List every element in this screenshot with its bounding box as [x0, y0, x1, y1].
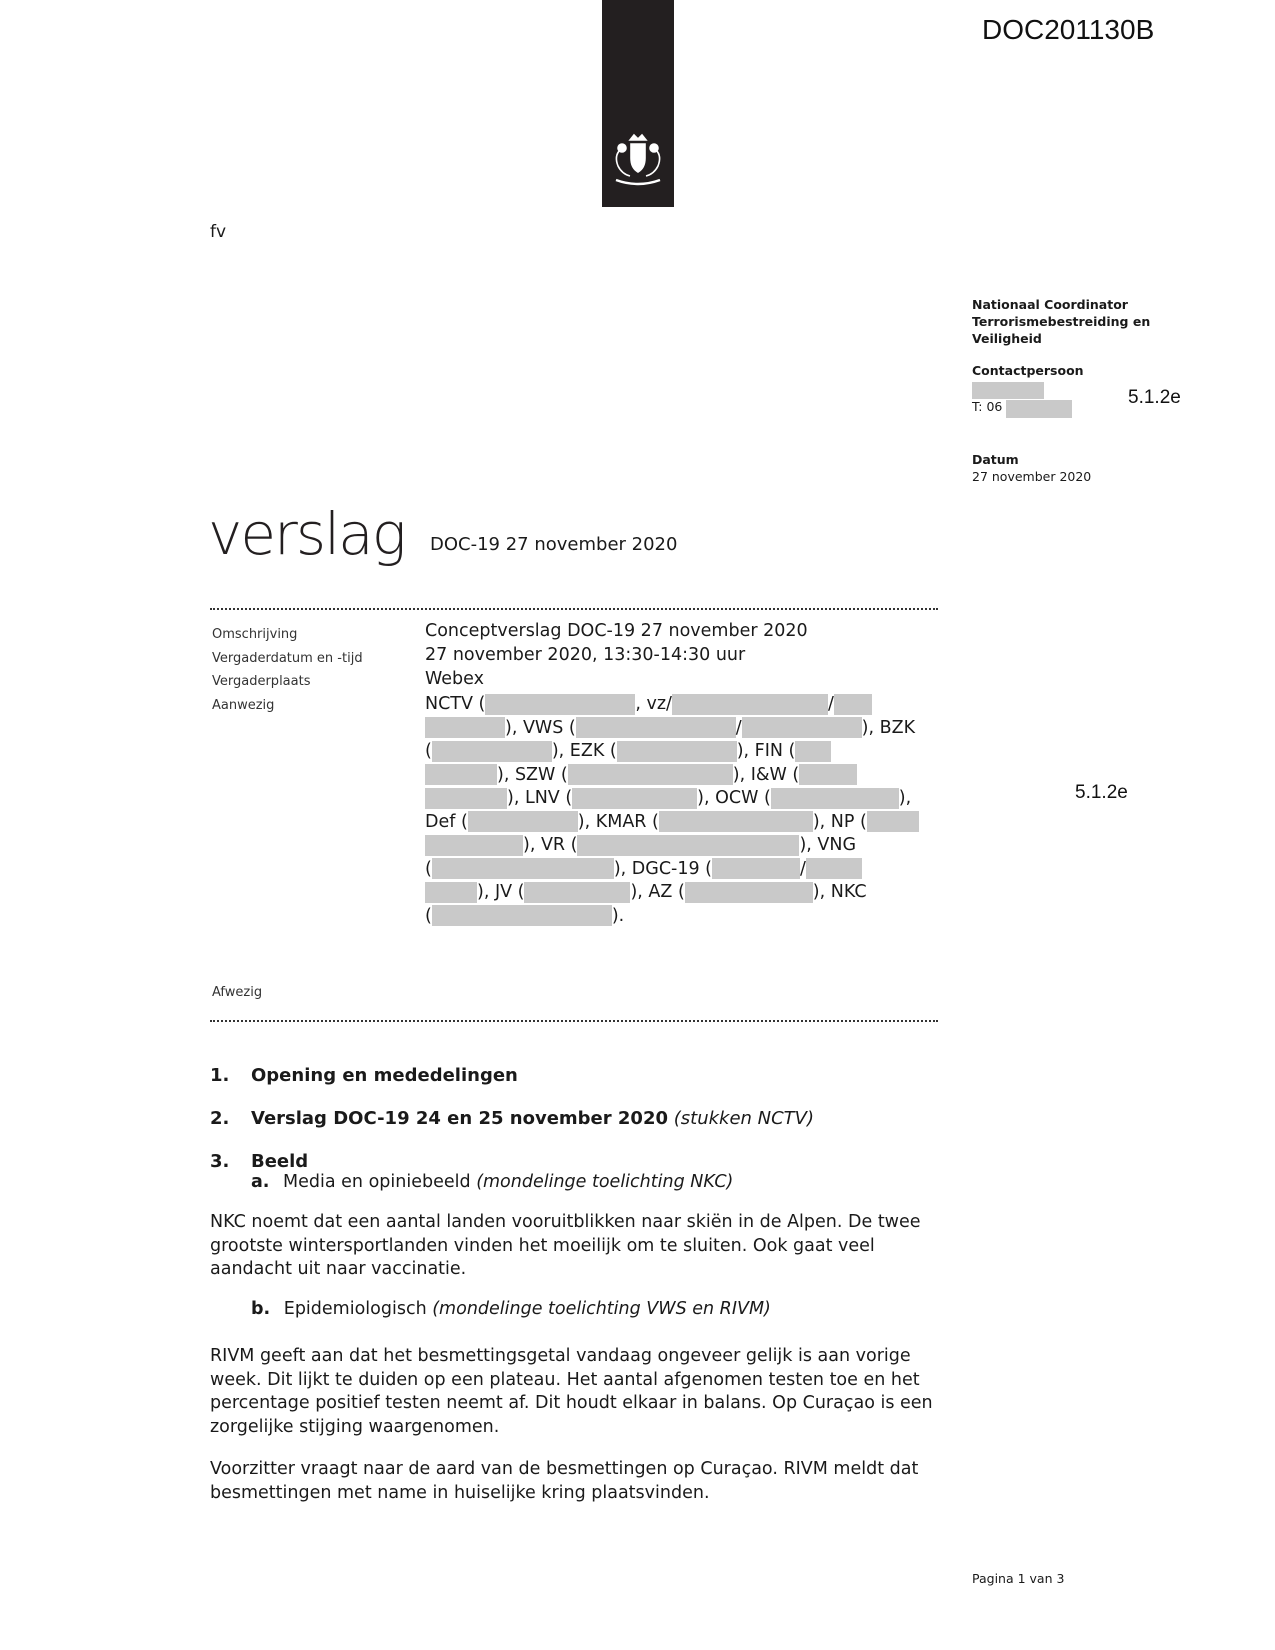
label-vergaderdatum: Vergaderdatum en -tijd — [212, 651, 363, 666]
attendee-text: ), AZ ( — [630, 882, 685, 902]
attendee-text: ( — [425, 741, 432, 761]
attendee-text: ), LNV ( — [507, 788, 573, 808]
redacted-name — [771, 788, 899, 809]
logo-bar — [602, 0, 674, 207]
agenda-2-number: 2. — [210, 1108, 230, 1129]
contact-label-text: Contactpersoon — [972, 363, 1084, 378]
date-label: Datum — [972, 452, 1019, 467]
redacted-name — [672, 694, 828, 715]
redacted-name — [432, 741, 552, 762]
paragraph-epidemiologisch: RIVM geeft aan dat het besmettingsgetal vandaag ongeveer gelijk is aan vorige week. Dit lijkt te duiden op een plateau. Het aantal afgenomen testen toe en het percentage positief testen neemt af. Dit houdt elkaar in balans. Op Curaçao is een zorgelijke stijging waargenomen. — [210, 1346, 933, 1437]
paragraph-media: NKC noemt dat een aantal landen vooruitblikken naar skiën in de Alpen. De twee grootste wintersportlanden vinden het moeilijk om te sluiten. Ook gaat veel aandacht uit naar vaccinatie. — [210, 1212, 921, 1279]
agenda-3b-note: (mondelinge toelichting VWS en RIVM) — [432, 1299, 771, 1319]
redacted-name — [425, 764, 497, 785]
attendee-text: ), VWS ( — [505, 717, 576, 738]
agenda-3a-note: (mondelinge toelichting NKC) — [476, 1172, 734, 1192]
agenda-3a-number: a. — [251, 1172, 270, 1192]
paragraph-curacao: Voorzitter vraagt naar de aard van de besmettingen op Curaçao. RIVM meldt dat besmettingen met name in huiselijke kring plaatsvinden. — [210, 1459, 919, 1503]
redaction-code: 5.1.2e — [1128, 387, 1181, 408]
attendees-list — [425, 693, 945, 928]
redacted-name — [577, 835, 799, 856]
agenda-3b-number: b. — [251, 1299, 271, 1319]
redacted-name — [795, 741, 831, 762]
redacted-name — [432, 858, 614, 879]
attendee-text: ), BZK — [861, 717, 916, 738]
attendee-text: ), OCW ( — [697, 788, 771, 808]
document-title: verslag — [208, 500, 405, 568]
redacted-name — [425, 788, 507, 809]
agenda-3-number: 3. — [210, 1151, 230, 1172]
redacted-name — [425, 717, 505, 738]
agenda-3b-title: Epidemiologisch — [283, 1299, 427, 1319]
attendee-text: NCTV ( — [425, 694, 486, 714]
agenda-2-heading — [251, 1108, 814, 1129]
redacted-name — [834, 694, 872, 715]
fv-mark: fv — [210, 222, 227, 242]
redacted-name — [576, 717, 736, 738]
attendee-text: / — [800, 858, 806, 879]
redacted-name — [485, 694, 635, 715]
attendee-text: ( — [425, 858, 432, 879]
redacted-contact-name — [972, 382, 1044, 399]
agenda-1-title: Opening en mededelingen — [251, 1065, 518, 1086]
page-number: Pagina 1 van 3 — [972, 1571, 1065, 1586]
attendee-text: ), VR ( — [523, 835, 578, 855]
contact-phone — [972, 398, 1002, 415]
redacted-name — [659, 811, 813, 832]
coat-of-arms-icon — [610, 132, 666, 190]
date-value: 27 november 2020 — [972, 469, 1092, 484]
agenda-2-note: (stukken NCTV) — [673, 1108, 815, 1129]
org-line-1: Nationaal Coordinator — [972, 297, 1128, 312]
agenda-3a-title: Media en opiniebeeld — [283, 1172, 471, 1192]
redacted-name — [468, 811, 578, 832]
redacted-name — [568, 764, 733, 785]
attendee-text: ), VNG — [799, 835, 857, 855]
value-vergaderplaats: Webex — [425, 669, 484, 689]
redacted-name — [432, 905, 612, 926]
attendee-text: ), NKC — [812, 882, 867, 902]
org-line-2: Terrorismebestreiding en — [972, 314, 1151, 329]
value-vergaderdatum: 27 november 2020, 13:30-14:30 uur — [425, 645, 746, 665]
document-id: DOC201130B — [982, 14, 1155, 45]
agenda-3b-heading — [251, 1299, 771, 1319]
attendee-text: ( — [425, 905, 432, 926]
attendee-text: / — [735, 717, 742, 738]
redacted-name — [799, 764, 857, 785]
attendee-text: ), KMAR ( — [577, 811, 659, 832]
attendee-text: ), FIN ( — [736, 741, 796, 761]
agenda-3a-heading — [251, 1172, 733, 1192]
attendee-text: ), I&W ( — [732, 764, 800, 785]
attendee-text: ), DGC-19 ( — [613, 858, 713, 879]
redacted-name — [524, 882, 630, 903]
attendee-text: ), EZK ( — [551, 741, 617, 761]
redacted-name — [425, 835, 523, 856]
value-omschrijving: Conceptverslag DOC-19 27 november 2020 — [425, 621, 808, 641]
attendee-text: Def ( — [425, 811, 468, 832]
redacted-phone — [1006, 400, 1072, 418]
phone-prefix: T: 06 — [972, 399, 1003, 414]
divider-bottom — [210, 1020, 938, 1022]
attendee-text: / — [827, 694, 834, 714]
label-omschrijving: Omschrijving — [212, 627, 298, 642]
redacted-name — [685, 882, 813, 903]
redaction-code-2: 5.1.2e — [1075, 782, 1128, 803]
label-vergaderplaats: Vergaderplaats — [212, 674, 311, 689]
contact-label — [972, 362, 1084, 379]
agenda-3-title: Beeld — [251, 1151, 309, 1172]
document-subtitle: DOC-19 27 november 2020 — [430, 534, 678, 555]
attendee-text: ), SZW ( — [497, 764, 568, 785]
redacted-name — [572, 788, 697, 809]
redacted-name — [742, 717, 862, 738]
attendee-text: ), — [898, 788, 912, 808]
agenda-2-title: Verslag DOC-19 24 en 25 november 2020 — [251, 1108, 668, 1129]
redacted-name — [806, 858, 862, 879]
divider-top — [210, 608, 938, 610]
redacted-name — [617, 741, 737, 762]
label-afwezig: Afwezig — [212, 985, 263, 1000]
org-line-3: Veiligheid — [972, 331, 1042, 346]
label-aanwezig: Aanwezig — [212, 698, 275, 713]
attendee-text: , vz/ — [635, 694, 672, 714]
redacted-name — [712, 858, 800, 879]
agenda-1-number: 1. — [210, 1065, 230, 1086]
attendee-text: ), JV ( — [477, 882, 525, 902]
date-block — [972, 451, 1091, 485]
redacted-name — [867, 811, 919, 832]
redacted-name — [425, 882, 477, 903]
attendee-text: ), NP ( — [812, 811, 867, 832]
organisation-name — [972, 296, 1150, 347]
attendee-text: ). — [611, 905, 625, 926]
